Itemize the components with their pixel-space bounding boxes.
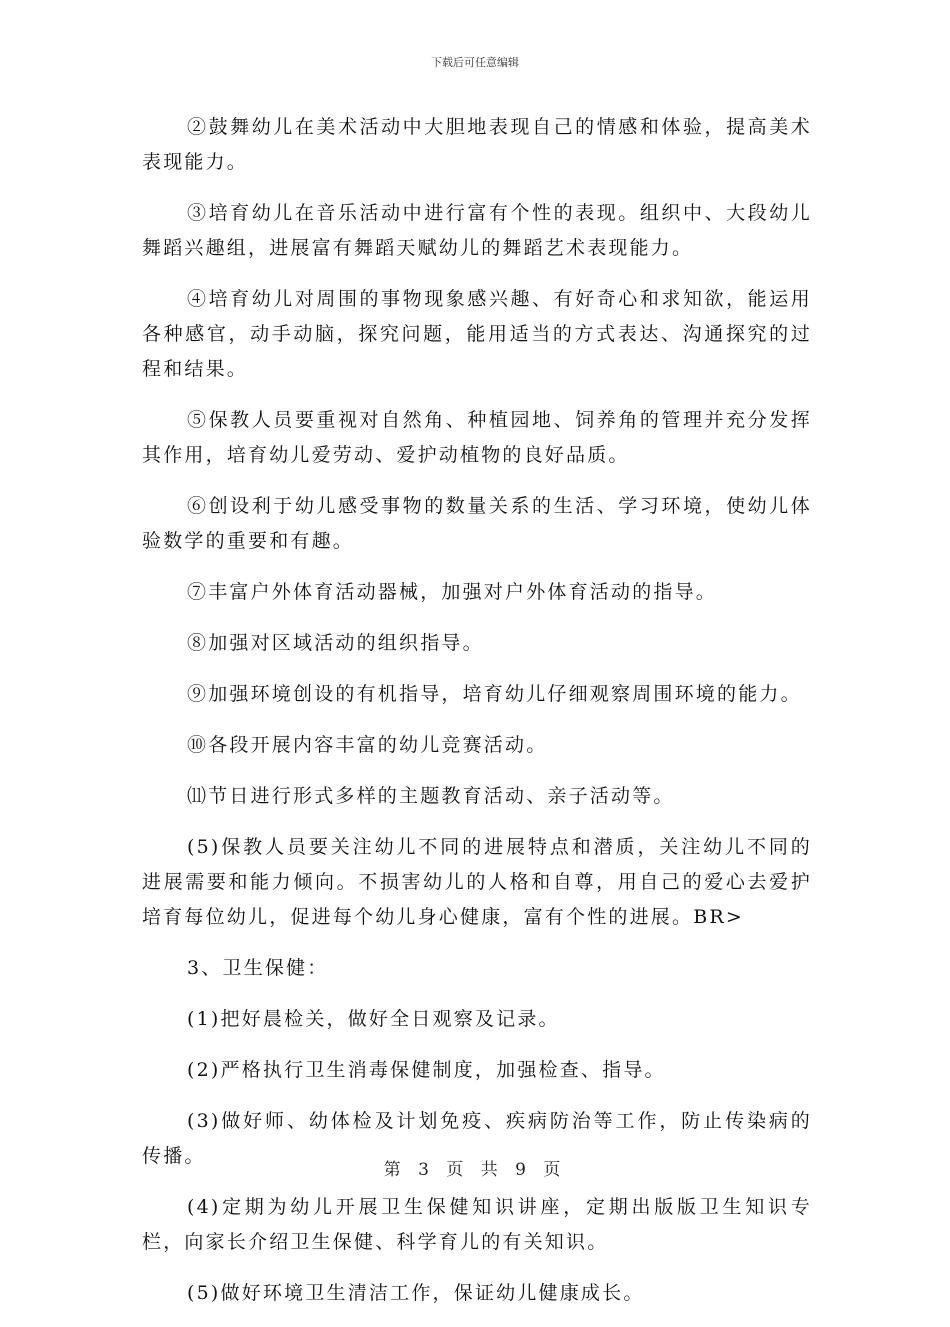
document-body [142, 110, 812, 1327]
paragraph: (2)严格执行卫生消毒保健制度，加强检查、指导。 [187, 1059, 666, 1081]
paragraph: (5)保教人员要关注幼儿不同的进展特点和潜质，关注幼儿不同的进展需要和能力倾向。不损害幼儿的人格和自尊，用自己的爱心去爱护培育每位幼儿，促进每个幼儿身心健康，富有个性的进展。BR> [142, 836, 812, 928]
paragraph: ⑥创设利于幼儿感受事物的数量关系的生活、学习环境，使幼儿体验数学的重要和有趣。 [142, 495, 812, 552]
paragraph: ⑤保教人员要重视对自然角、种植园地、饲养角的管理并充分发挥其作用，培育幼儿爱劳动、爱护动植物的良好品质。 [142, 409, 812, 466]
paragraph: ④培育幼儿对周围的事物现象感兴趣、有好奇心和求知欲，能运用各种感官，动手动脑，探究问题，能用适当的方式表达、沟通探究的过程和结果。 [142, 288, 812, 380]
paragraph: ③培育幼儿在音乐活动中进行富有个性的表现。组织中、大段幼儿舞蹈兴趣组，进展富有舞蹈天赋幼儿的舞蹈艺术表现能力。 [142, 202, 812, 259]
paragraph: (1)把好晨检关，做好全日观察及记录。 [187, 1008, 560, 1030]
paragraph: ⑦丰富户外体育活动器械，加强对户外体育活动的指导。 [187, 581, 718, 603]
paragraph: ⑧加强对区域活动的组织指导。 [187, 632, 484, 654]
section-heading: 3、卫生保健： [187, 957, 329, 979]
paragraph: ⑨加强环境创设的有机指导，培育幼儿仔细观察周围环境的能力。 [187, 683, 802, 705]
paragraph: ②鼓舞幼儿在美术活动中大胆地表现自己的情感和体验，提高美术表现能力。 [142, 116, 812, 173]
paragraph: (4)定期为幼儿开展卫生保健知识讲座，定期出版版卫生知识专栏，向家长介绍卫生保健、科学育儿的有关知识。 [142, 1196, 812, 1253]
paragraph: (5)做好环境卫生清洁工作，保证幼儿健康成长。 [187, 1282, 645, 1304]
page-footer: 第 3 页 共 9 页 [383, 1160, 567, 1180]
paragraph: ⑾节日进行形式多样的主题教育活动、亲子活动等。 [187, 785, 675, 807]
paragraph: (3)做好师、幼体检及计划免疫、疾病防治等工作，防止传染病的传播。 [142, 1110, 812, 1167]
page-header: 下载后可任意编辑 [431, 56, 519, 69]
paragraph: ⑩各段开展内容丰富的幼儿竞赛活动。 [187, 734, 548, 756]
